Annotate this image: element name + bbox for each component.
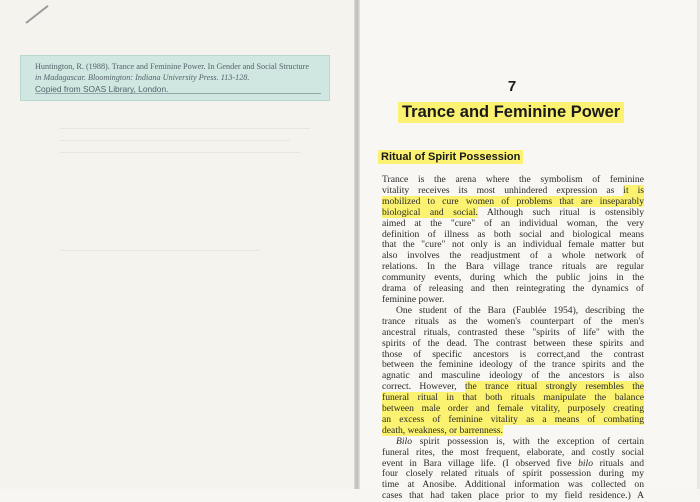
text-run: event in Bara village life. (I observed five <box>382 457 579 469</box>
text-line: aimed at the "cure" of an individual woman, the very <box>382 217 644 229</box>
highlighted-text: it is <box>623 184 644 196</box>
text-line: feminine power. <box>382 293 445 305</box>
text-line: also involves the readjustment of a whole network of <box>382 250 644 262</box>
chapter-title: Trance and Feminine Power <box>398 102 624 123</box>
text-line: four closely related rituals of spirit possession during my <box>382 468 644 480</box>
text-line: funeral rites, the most frequent, elaborate, and costly social <box>382 446 644 458</box>
chapter-number: 7 <box>507 78 517 95</box>
text-line: between the feminine ideology of the trance spirits and the <box>382 359 644 371</box>
citation-slip <box>20 55 330 101</box>
text-line: relations. In the Bara village trance rituals are regular <box>382 261 644 273</box>
bleed-through-line <box>60 140 290 141</box>
text-line: One student of the Bara (Faublée 1954), describing the <box>396 304 644 316</box>
text-line: time at Anosibe. Additional information was collected on <box>382 479 644 491</box>
pen-mark <box>25 5 48 24</box>
text-line: trance rituals as the women's counterpart of the men's <box>382 315 644 327</box>
text-line: that the "cure" not only is an individual female matter but <box>382 239 644 251</box>
highlighted-text: biological and social. <box>382 206 478 218</box>
highlighted-text: the trance ritual strongly resembles the <box>465 381 644 393</box>
text-line: community events, during which the public joins in the <box>382 272 644 284</box>
text-line: drama of releasing and then reintegrating the dynamics of <box>382 283 644 295</box>
body-text <box>382 175 644 502</box>
text-line <box>382 208 644 219</box>
citation-line-1: Huntington, R. (1988). Trance and Feminine Power. In Gender and Social Structure <box>35 62 310 71</box>
bleed-through-line <box>60 152 300 153</box>
text-line: Trance is the arena where the symbolism of feminine <box>382 174 644 185</box>
text-run: correct. However, <box>382 381 457 393</box>
text-line: spirits of the dead. The contrast between these spirits and <box>382 337 644 349</box>
bleed-through-line <box>60 128 310 129</box>
text-line: cases that had taken place prior to my field residence.) A <box>382 490 644 502</box>
bleed-through-line <box>60 250 260 251</box>
text-run: vitality receives its most unhindered expression as <box>382 184 615 196</box>
section-heading: Ritual of Spirit Possession <box>378 150 523 164</box>
italic-term: bilo <box>578 457 594 469</box>
text-run: spirit possession is, with the exception of certain <box>412 435 644 447</box>
highlighted-text: mobilized to cure women of problems that are inseparably <box>382 195 644 207</box>
left-page <box>0 0 356 489</box>
citation-line-2: in Madagascar. Bloomington: Indiana University Press. 113-128. <box>35 73 250 82</box>
text-line: agnatic and masculine ideology of the ancestors is also <box>382 370 644 382</box>
citation-line-3: Copied from SOAS Library, London. <box>35 84 169 94</box>
text-line: definition of illness as both social and biological means <box>382 228 644 240</box>
italic-term: Bilo <box>396 435 412 447</box>
text-line: ancestral rituals, contrasted these "spirits of life" with the <box>382 326 644 338</box>
highlighted-text: death, weakness, or barrenness. <box>382 424 503 436</box>
highlighted-text: funeral ritual in that both rituals manipulate the balance <box>382 392 644 404</box>
text-line: those of specific ancestors is correct,and the contrast <box>382 348 644 360</box>
text-run: rituals and <box>593 457 644 469</box>
text-run: Although such ritual is ostensibly <box>486 206 644 218</box>
highlighted-text: between male order and female vitality, purposely creating <box>382 403 644 415</box>
highlighted-text: an excess of feminine vitality as a means of combating <box>382 413 644 425</box>
